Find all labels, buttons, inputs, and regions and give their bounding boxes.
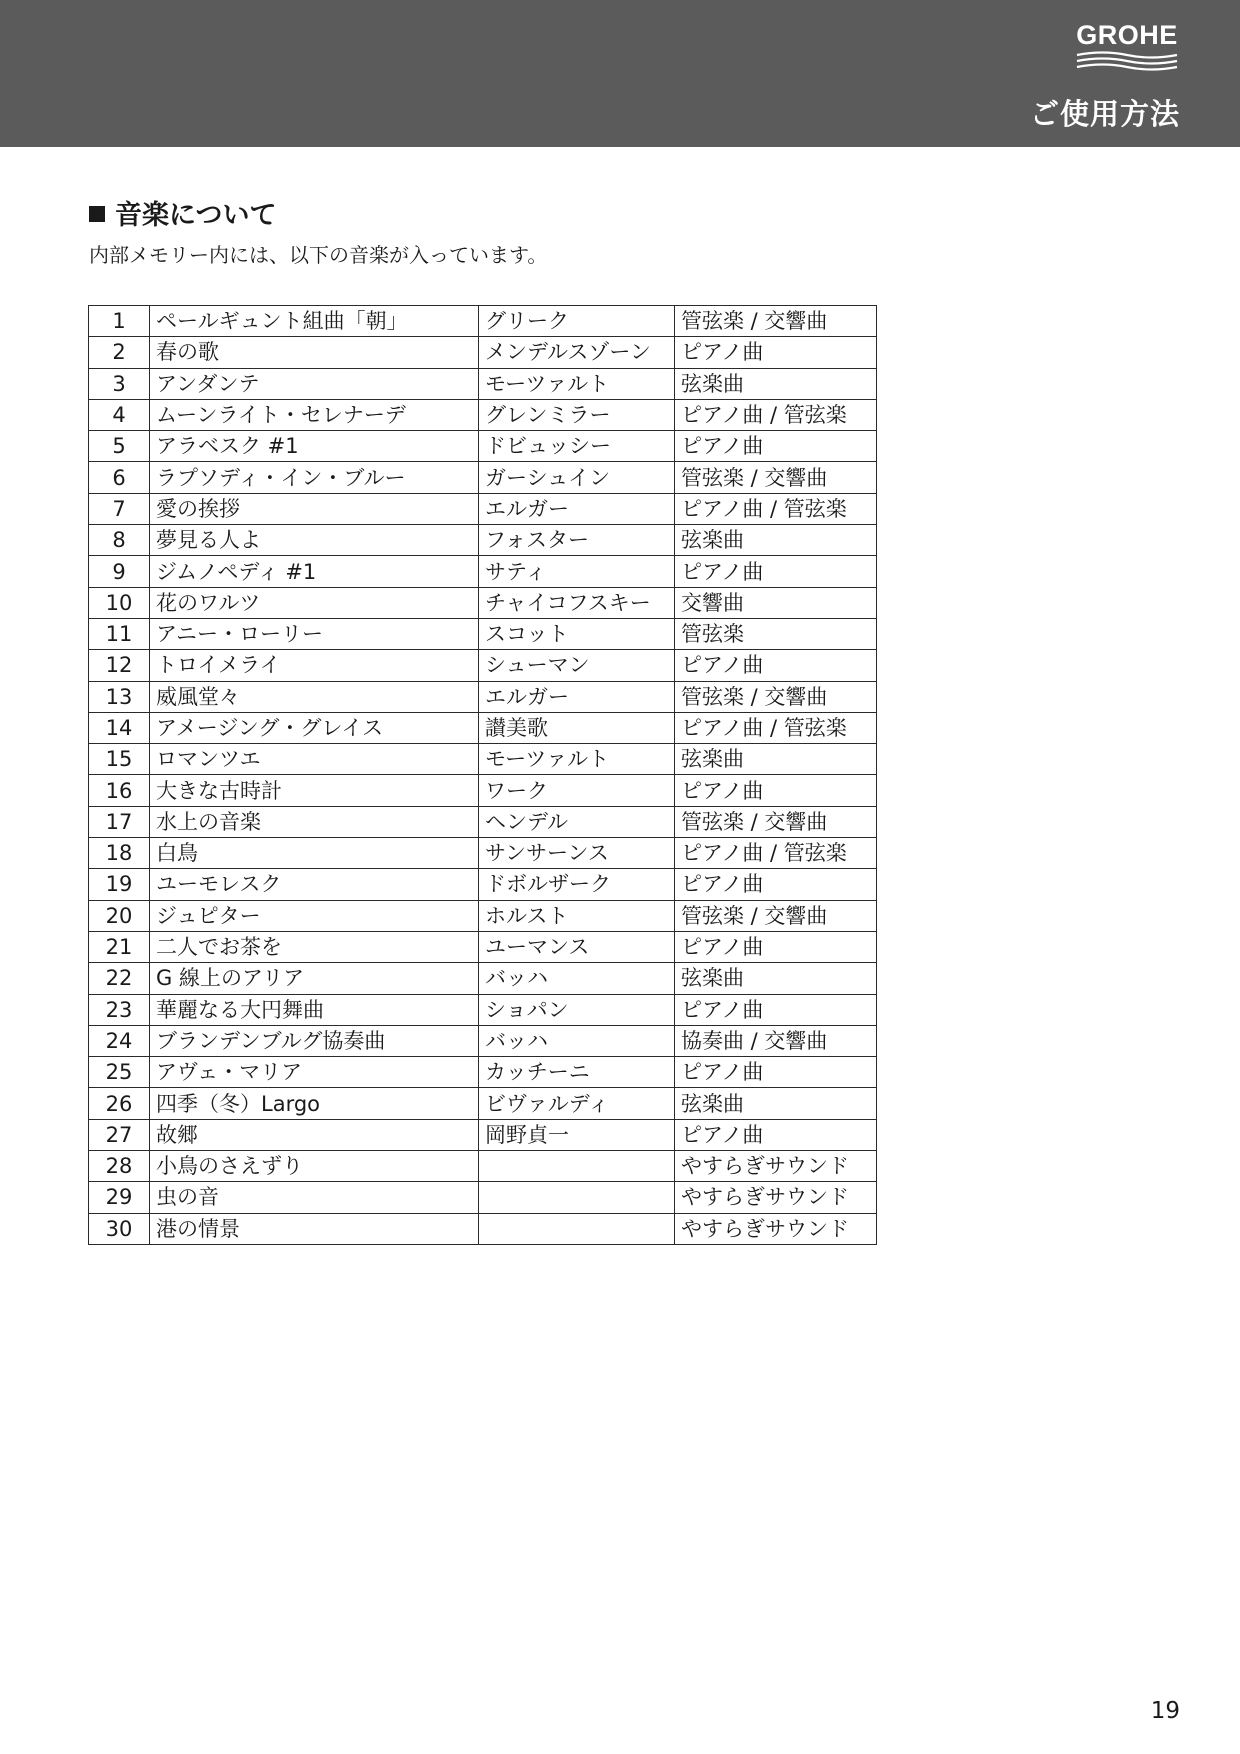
genre-cell: ピアノ曲 / 管弦楽 xyxy=(675,838,877,869)
genre-cell: やすらぎサウンド xyxy=(675,1151,877,1182)
section-title-text: 音楽について xyxy=(115,200,277,231)
composer-cell: バッハ xyxy=(479,1025,675,1056)
genre-cell: ピアノ曲 xyxy=(675,994,877,1025)
track-title-cell: 水上の音楽 xyxy=(150,806,479,837)
table-row xyxy=(89,1151,877,1182)
composer-cell: メンデルスゾーン xyxy=(479,337,675,368)
track-number-cell: 26 xyxy=(89,1088,150,1119)
genre-cell: ピアノ曲 xyxy=(675,431,877,462)
composer-cell: ドビュッシー xyxy=(479,431,675,462)
composer-cell: グレンミラー xyxy=(479,399,675,430)
track-number-cell: 16 xyxy=(89,775,150,806)
composer-cell: ドボルザーク xyxy=(479,869,675,900)
track-title-cell: ジュピター xyxy=(150,900,479,931)
table-row xyxy=(89,462,877,493)
composer-cell xyxy=(479,1213,675,1244)
track-number-cell: 5 xyxy=(89,431,150,462)
composer-cell: エルガー xyxy=(479,681,675,712)
genre-cell: 管弦楽 xyxy=(675,618,877,649)
track-title-cell: ラプソディ・イン・ブルー xyxy=(150,462,479,493)
section-heading xyxy=(89,198,547,234)
track-title-cell: 夢見る人よ xyxy=(150,525,479,556)
track-title-cell: トロイメライ xyxy=(150,650,479,681)
track-title-cell: ムーンライト・セレナーデ xyxy=(150,399,479,430)
track-number-cell: 12 xyxy=(89,650,150,681)
track-title-cell: アメージング・グレイス xyxy=(150,712,479,743)
track-title-cell: ユーモレスク xyxy=(150,869,479,900)
track-title-cell: 二人でお茶を xyxy=(150,931,479,962)
composer-cell: モーツァルト xyxy=(479,744,675,775)
music-section xyxy=(89,198,547,270)
track-title-cell: ジムノペディ #1 xyxy=(150,556,479,587)
track-number-cell: 17 xyxy=(89,806,150,837)
table-row xyxy=(89,1088,877,1119)
table-row xyxy=(89,431,877,462)
track-title-cell: 白鳥 xyxy=(150,838,479,869)
grohe-logo xyxy=(1072,20,1182,72)
genre-cell: やすらぎサウンド xyxy=(675,1213,877,1244)
composer-cell: フォスター xyxy=(479,525,675,556)
header-title: ご使用方法 xyxy=(1029,97,1180,131)
composer-cell: カッチーニ xyxy=(479,1057,675,1088)
track-number-cell: 30 xyxy=(89,1213,150,1244)
genre-cell: ピアノ曲 xyxy=(675,556,877,587)
genre-cell: 管弦楽 / 交響曲 xyxy=(675,462,877,493)
genre-cell: 弦楽曲 xyxy=(675,368,877,399)
genre-cell: 弦楽曲 xyxy=(675,1088,877,1119)
table-row xyxy=(89,681,877,712)
table-row xyxy=(89,368,877,399)
composer-cell: エルガー xyxy=(479,493,675,524)
brand-name: GROHE xyxy=(1076,20,1178,50)
genre-cell: 協奏曲 / 交響曲 xyxy=(675,1025,877,1056)
track-number-cell: 14 xyxy=(89,712,150,743)
table-row xyxy=(89,900,877,931)
composer-cell: サティ xyxy=(479,556,675,587)
genre-cell: ピアノ曲 xyxy=(675,775,877,806)
track-title-cell: ペールギュント組曲「朝」 xyxy=(150,306,479,337)
track-number-cell: 22 xyxy=(89,963,150,994)
table-row xyxy=(89,493,877,524)
table-row xyxy=(89,1213,877,1244)
table-row xyxy=(89,994,877,1025)
composer-cell: シューマン xyxy=(479,650,675,681)
track-title-cell: 春の歌 xyxy=(150,337,479,368)
table-row xyxy=(89,806,877,837)
table-row xyxy=(89,744,877,775)
track-number-cell: 2 xyxy=(89,337,150,368)
track-title-cell: 虫の音 xyxy=(150,1182,479,1213)
composer-cell: スコット xyxy=(479,618,675,649)
genre-cell: ピアノ曲 xyxy=(675,931,877,962)
table-row xyxy=(89,838,877,869)
track-title-cell: 故郷 xyxy=(150,1119,479,1150)
table-row xyxy=(89,931,877,962)
table-row xyxy=(89,775,877,806)
table-row xyxy=(89,1182,877,1213)
table-row xyxy=(89,869,877,900)
genre-cell: ピアノ曲 xyxy=(675,869,877,900)
genre-cell: 弦楽曲 xyxy=(675,525,877,556)
track-number-cell: 29 xyxy=(89,1182,150,1213)
track-number-cell: 9 xyxy=(89,556,150,587)
track-title-cell: 華麗なる大円舞曲 xyxy=(150,994,479,1025)
track-number-cell: 4 xyxy=(89,399,150,430)
track-number-cell: 15 xyxy=(89,744,150,775)
composer-cell xyxy=(479,1151,675,1182)
composer-cell: 讃美歌 xyxy=(479,712,675,743)
track-title-cell: 港の情景 xyxy=(150,1213,479,1244)
track-title-cell: アニー・ローリー xyxy=(150,618,479,649)
composer-cell: バッハ xyxy=(479,963,675,994)
genre-cell: 交響曲 xyxy=(675,587,877,618)
table-row xyxy=(89,399,877,430)
track-number-cell: 19 xyxy=(89,869,150,900)
composer-cell: ヘンデル xyxy=(479,806,675,837)
composer-cell: グリーク xyxy=(479,306,675,337)
composer-cell: サンサーンス xyxy=(479,838,675,869)
track-title-cell: 威風堂々 xyxy=(150,681,479,712)
table-row xyxy=(89,618,877,649)
composer-cell: モーツァルト xyxy=(479,368,675,399)
genre-cell: 弦楽曲 xyxy=(675,963,877,994)
music-table-body xyxy=(89,306,877,1245)
genre-cell: ピアノ曲 / 管弦楽 xyxy=(675,493,877,524)
page-header xyxy=(0,0,1240,147)
table-row xyxy=(89,712,877,743)
page-number: 19 xyxy=(1150,1698,1180,1724)
genre-cell: ピアノ曲 xyxy=(675,1119,877,1150)
track-title-cell: 愛の挨拶 xyxy=(150,493,479,524)
track-number-cell: 21 xyxy=(89,931,150,962)
table-row xyxy=(89,1057,877,1088)
genre-cell: ピアノ曲 / 管弦楽 xyxy=(675,712,877,743)
track-title-cell: ロマンツエ xyxy=(150,744,479,775)
track-number-cell: 25 xyxy=(89,1057,150,1088)
genre-cell: 管弦楽 / 交響曲 xyxy=(675,900,877,931)
composer-cell: ショパン xyxy=(479,994,675,1025)
genre-cell: 弦楽曲 xyxy=(675,744,877,775)
track-title-cell: 小鳥のさえずり xyxy=(150,1151,479,1182)
composer-cell xyxy=(479,1182,675,1213)
composer-cell: 岡野貞一 xyxy=(479,1119,675,1150)
track-number-cell: 24 xyxy=(89,1025,150,1056)
track-title-cell: アンダンテ xyxy=(150,368,479,399)
track-number-cell: 11 xyxy=(89,618,150,649)
genre-cell: 管弦楽 / 交響曲 xyxy=(675,306,877,337)
composer-cell: ガーシュイン xyxy=(479,462,675,493)
wave-logo-icon xyxy=(1075,50,1179,72)
track-title-cell: 四季（冬）Largo xyxy=(150,1088,479,1119)
composer-cell: ユーマンス xyxy=(479,931,675,962)
track-number-cell: 1 xyxy=(89,306,150,337)
table-row xyxy=(89,1025,877,1056)
genre-cell: ピアノ曲 xyxy=(675,650,877,681)
genre-cell: ピアノ曲 / 管弦楽 xyxy=(675,399,877,430)
track-number-cell: 8 xyxy=(89,525,150,556)
track-title-cell: 花のワルツ xyxy=(150,587,479,618)
track-number-cell: 3 xyxy=(89,368,150,399)
composer-cell: ホルスト xyxy=(479,900,675,931)
table-row xyxy=(89,1119,877,1150)
track-number-cell: 7 xyxy=(89,493,150,524)
genre-cell: ピアノ曲 xyxy=(675,337,877,368)
square-bullet-icon xyxy=(89,206,105,222)
track-number-cell: 27 xyxy=(89,1119,150,1150)
composer-cell: チャイコフスキー xyxy=(479,587,675,618)
table-row xyxy=(89,650,877,681)
composer-cell: ビヴァルディ xyxy=(479,1088,675,1119)
table-row xyxy=(89,587,877,618)
table-row xyxy=(89,306,877,337)
music-table xyxy=(88,305,877,1245)
table-row xyxy=(89,963,877,994)
genre-cell: やすらぎサウンド xyxy=(675,1182,877,1213)
composer-cell: ワーク xyxy=(479,775,675,806)
track-title-cell: ブランデンブルグ協奏曲 xyxy=(150,1025,479,1056)
track-title-cell: アヴェ・マリア xyxy=(150,1057,479,1088)
track-number-cell: 13 xyxy=(89,681,150,712)
genre-cell: 管弦楽 / 交響曲 xyxy=(675,806,877,837)
track-number-cell: 18 xyxy=(89,838,150,869)
table-row xyxy=(89,525,877,556)
genre-cell: ピアノ曲 xyxy=(675,1057,877,1088)
track-number-cell: 6 xyxy=(89,462,150,493)
section-description: 内部メモリー内には、以下の音楽が入っています。 xyxy=(89,243,548,267)
table-row xyxy=(89,337,877,368)
track-number-cell: 28 xyxy=(89,1151,150,1182)
track-number-cell: 10 xyxy=(89,587,150,618)
genre-cell: 管弦楽 / 交響曲 xyxy=(675,681,877,712)
track-title-cell: G 線上のアリア xyxy=(150,963,479,994)
track-title-cell: アラベスク #1 xyxy=(150,431,479,462)
table-row xyxy=(89,556,877,587)
track-number-cell: 23 xyxy=(89,994,150,1025)
track-title-cell: 大きな古時計 xyxy=(150,775,479,806)
track-number-cell: 20 xyxy=(89,900,150,931)
